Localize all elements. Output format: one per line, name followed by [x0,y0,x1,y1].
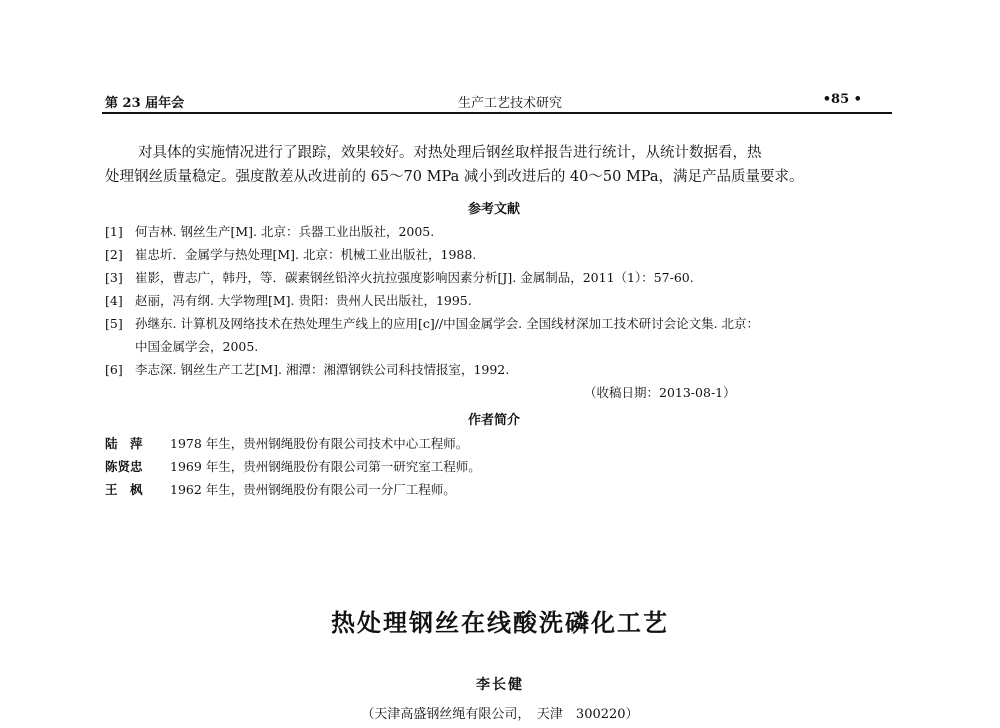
reference-index: [5] [105,316,123,331]
author-desc: 1978 年生，贵州钢绳股份有限公司技术中心工程师。 [170,436,469,451]
reference-index: [2] [105,247,123,262]
page-number: •85 • [822,92,862,107]
reference-text: 孙继东. 计算机及网络技术在热处理生产线上的应用[c]//中国金属学会. 全国线材深加工技术研讨会论文集. 北京： [135,316,760,331]
article-author: 李长健 [476,677,524,693]
reference-text: 何吉林. 钢丝生产[M]. 北京：兵器工业出版社，2005. [135,224,435,239]
reference-item [105,360,509,378]
intro-line-1: 对具体的实施情况进行了跟踪，效果较好。对热处理后钢丝取样报告进行统计，从统计数据看，热 [138,145,762,161]
conference-label: 第 23 届年会 [105,96,185,111]
author-item [105,480,456,498]
reference-index: [4] [105,293,123,308]
author-name: 陆 萍 [105,436,143,451]
reference-item [105,245,476,263]
received-date: （收稿日期：2013-08-1） [584,385,736,400]
author-item [105,434,468,452]
authors-heading: 作者简介 [468,413,521,428]
section-title: 生产工艺技术研究 [457,96,562,111]
reference-text: 赵丽，冯有纲. 大学物理[M]. 贵阳：贵州人民出版社，1995. [135,293,472,308]
article-affiliation: （天津高盛钢丝绳有限公司， 天津 300220） [361,707,639,722]
author-item [105,457,481,475]
references-heading: 参考文献 [468,202,521,217]
reference-index: [6] [105,362,123,377]
reference-item [105,291,472,309]
intro-line-2: 处理钢丝质量稳定。强度散差从改进前的 65～70 MPa 减小到改进后的 40～50 MPa，满足产品质量要求。 [105,169,804,185]
reference-item [105,222,434,240]
reference-item [105,268,694,286]
reference-continuation: 中国金属学会，2005. [135,339,259,354]
article-title: 热处理钢丝在线酸洗磷化工艺 [331,608,669,637]
reference-text: 李志深. 钢丝生产工艺[M]. 湘潭：湘潭钢铁公司科技情报室，1992. [135,362,510,377]
reference-index: [1] [105,224,123,239]
reference-text: 崔影，曹志广，韩丹，等．碳素钢丝铅淬火抗拉强度影响因素分析[J]. 金属制品，2011（1）：57-60. [135,270,694,285]
author-name: 王 枫 [105,482,143,497]
reference-text: 崔忠圻．金属学与热处理[M]. 北京：机械工业出版社，1988. [135,247,477,262]
author-desc: 1962 年生，贵州钢绳股份有限公司一分厂工程师。 [170,482,456,497]
page-header [105,90,892,112]
reference-item [105,314,759,332]
author-name: 陈贤忠 [105,459,143,474]
reference-index: [3] [105,270,123,285]
header-divider [102,112,892,114]
author-desc: 1969 年生，贵州钢绳股份有限公司第一研究室工程师。 [170,459,481,474]
